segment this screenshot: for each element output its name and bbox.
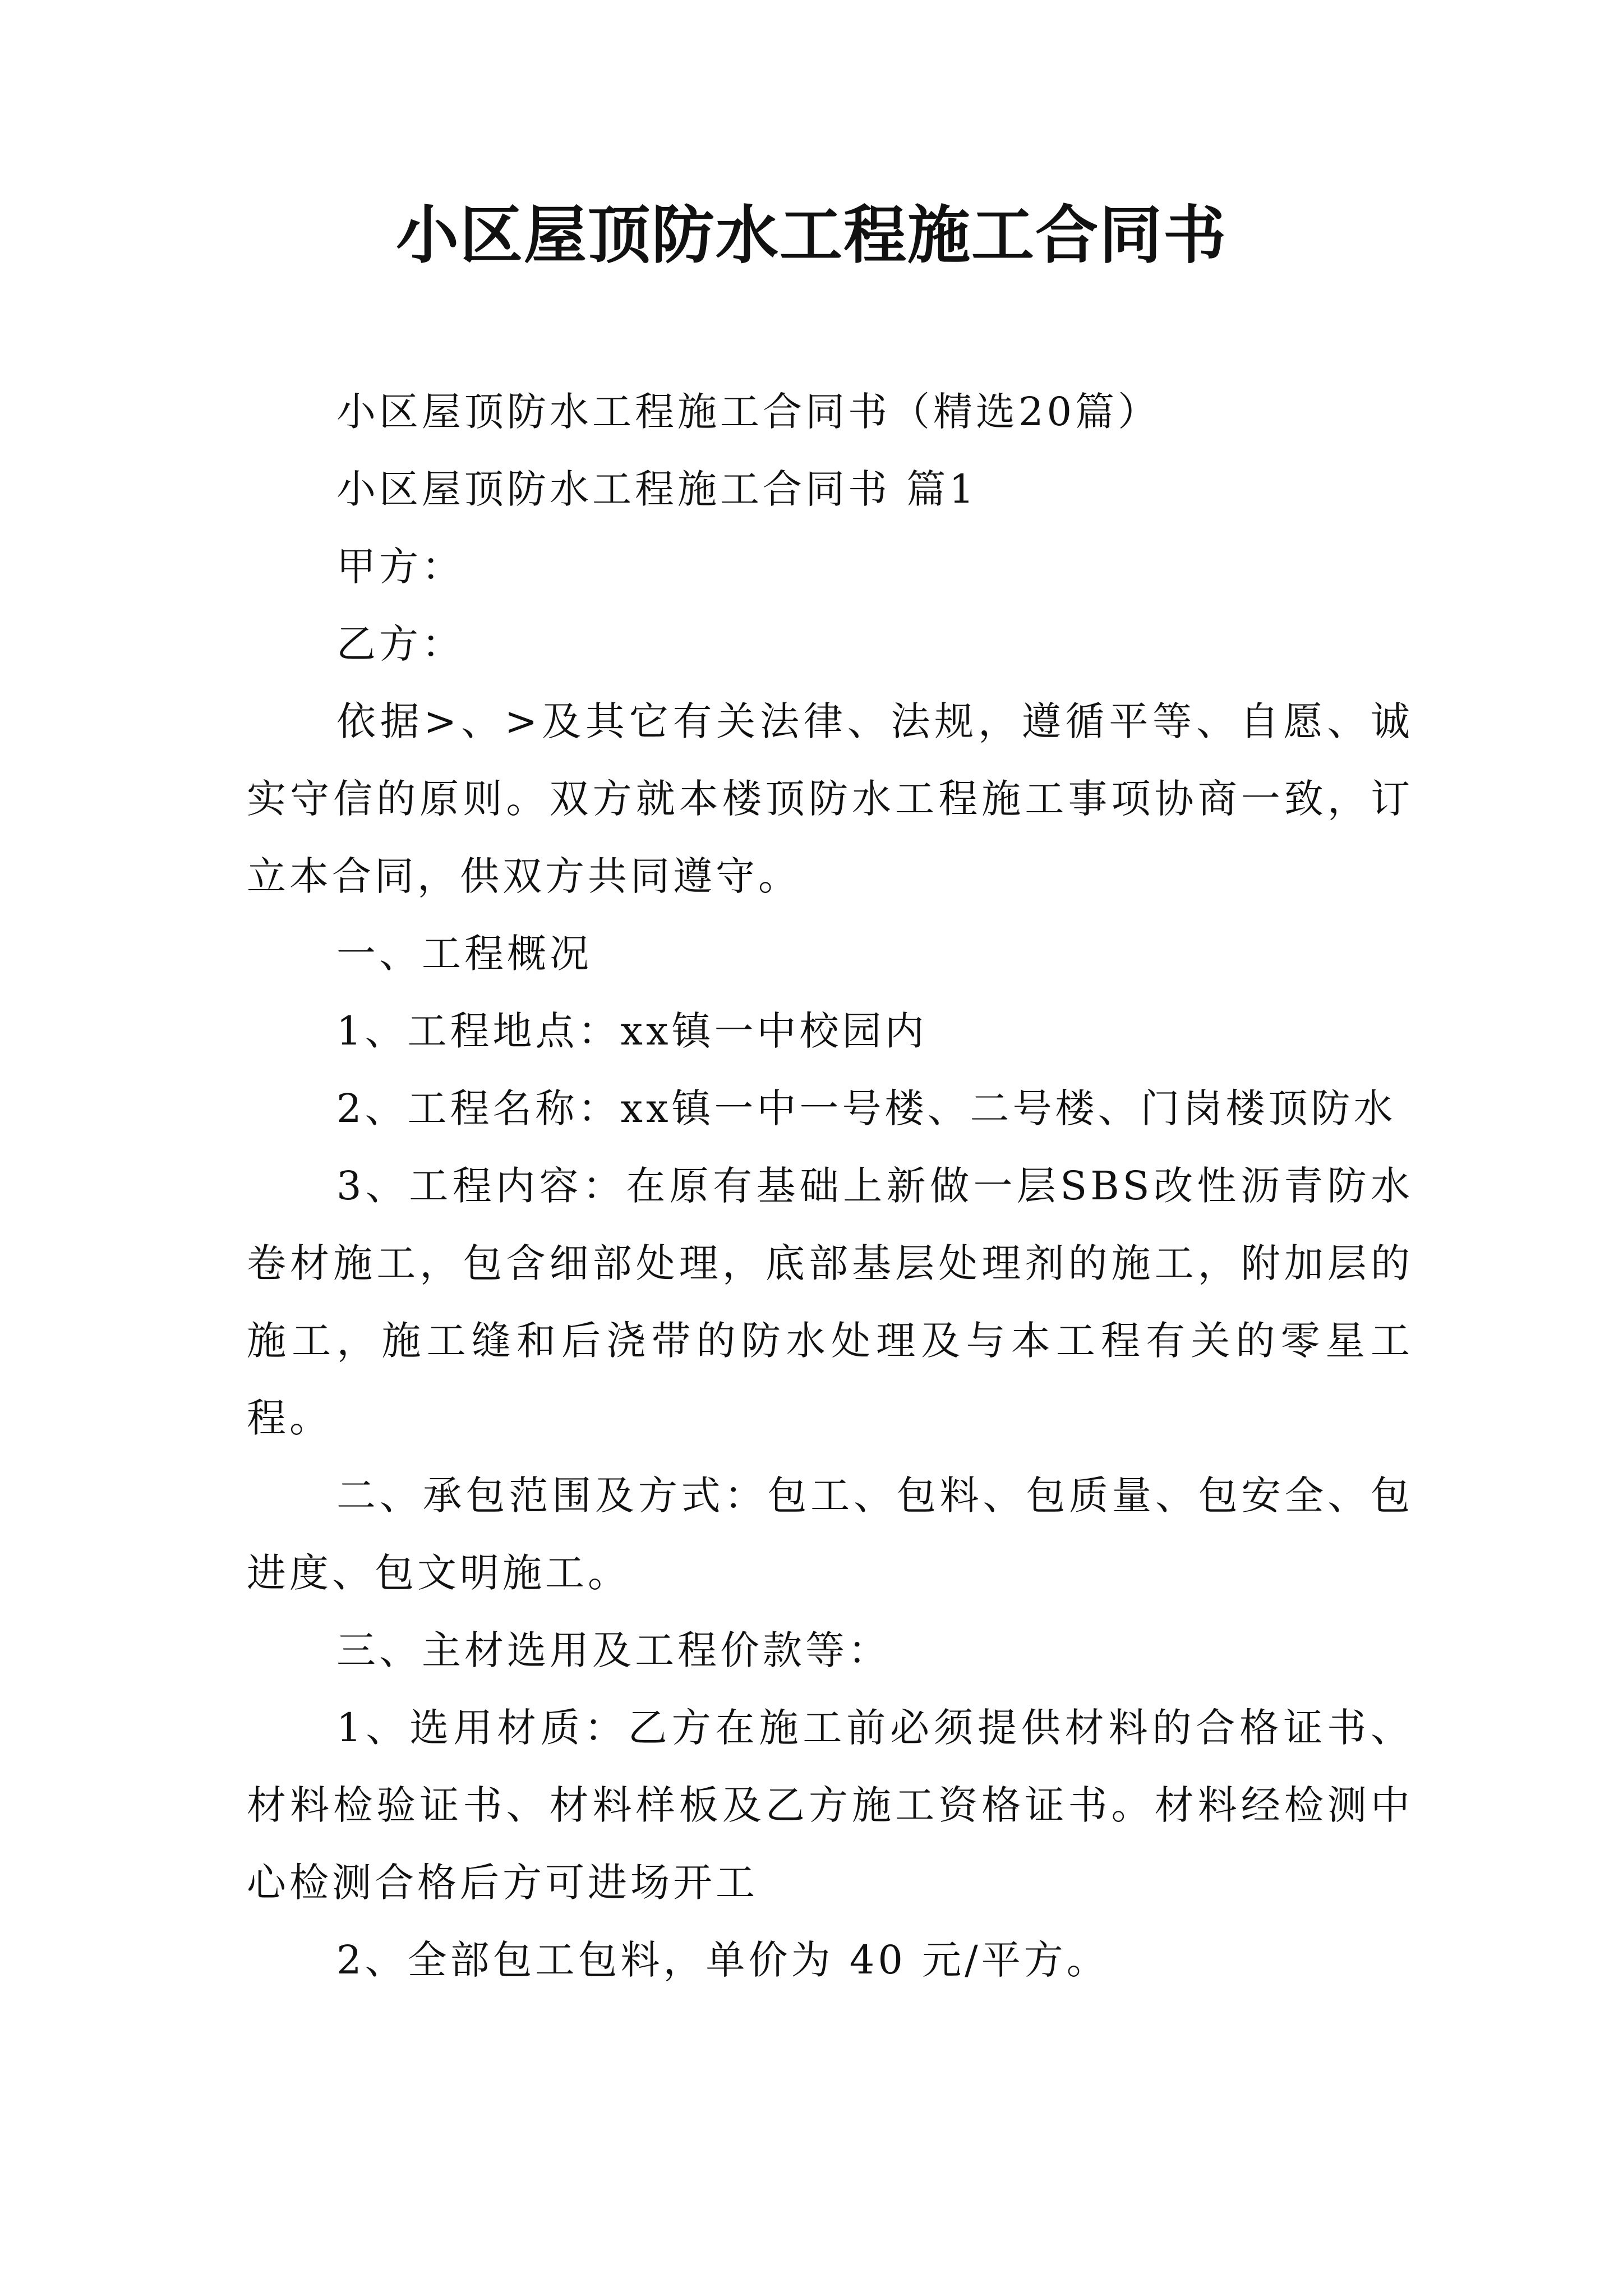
paragraph: 1、工程地点：xx镇一中校园内: [336, 1008, 928, 1054]
paragraph: 乙方：: [336, 621, 464, 667]
paragraph: 2、工程名称：xx镇一中一号楼、二号楼、门岗楼顶防水: [336, 1085, 1396, 1131]
paragraph: 3、工程内容：在原有基础上新做一层SBS改性沥青防水卷材施工，包含细部处理，底部基层处理剂的施工，附加层的施工，施工缝和后浇带的防水处理及与本工程有关的零星工程。: [247, 1163, 1413, 1441]
paragraph: 小区屋顶防水工程施工合同书 篇1: [336, 466, 978, 512]
paragraph: 1、选用材质：乙方在施工前必须提供材料的合格证书、材料检验证书、材料样板及乙方施工资格证书。材料经检测中心检测合格后方可进场开工: [247, 1705, 1413, 1906]
paragraph: 2、全部包工包料，单价为 40 元/平方。: [336, 1937, 1109, 1983]
paragraph: 三、主材选用及工程价款等：: [336, 1627, 891, 1673]
paragraph: 甲方：: [336, 544, 464, 590]
document-body: [247, 373, 1413, 1999]
paragraph: 二、承包范围及方式：包工、包料、包质量、包安全、包进度、包文明施工。: [247, 1473, 1413, 1596]
paragraph: 依据>、>及其它有关法律、法规，遵循平等、自愿、诚实守信的原则。双方就本楼顶防水工程施工事项协商一致，订立本合同，供双方共同遵守。: [247, 698, 1413, 899]
paragraph: 一、工程概况: [336, 931, 592, 977]
paragraph: 小区屋顶防水工程施工合同书（精选20篇）: [336, 389, 1161, 435]
document-title: 小区屋顶防水工程施工合同书: [396, 199, 1227, 272]
